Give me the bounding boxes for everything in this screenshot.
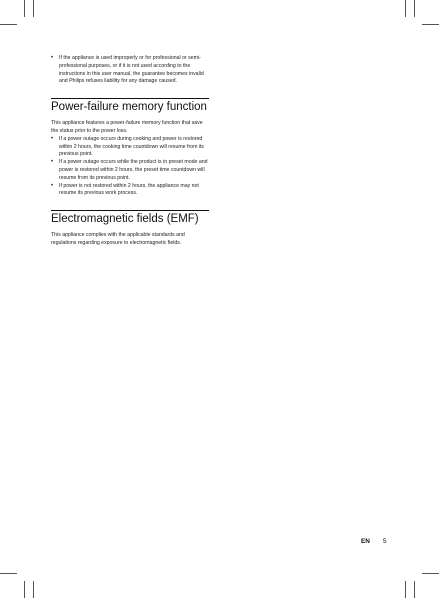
crop-mark-top-right-h	[422, 24, 439, 25]
section-title: Electromagnetic fields (EMF)	[51, 213, 199, 226]
crop-mark-bottom-left-v1	[24, 581, 25, 598]
main-content	[51, 55, 209, 248]
power-failure-section	[51, 98, 209, 198]
emf-section	[51, 210, 209, 248]
crop-mark-bottom-left-v2	[33, 581, 34, 598]
crop-mark-bottom-right-v1	[405, 581, 406, 598]
crop-mark-bottom-left-h	[0, 573, 17, 574]
crop-mark-top-left-v2	[33, 0, 34, 17]
intro-bullet-list	[51, 55, 209, 86]
list-item: • If the appliance is used improperly or for professional or semi-professional purposes, or if it is not used according to the instructions in this user manual, the guarantee becomes invalid and Philips refuses liability for any damage caused.	[51, 55, 209, 86]
section-title: Power-failure memory function	[51, 101, 207, 114]
power-failure-bullet-list	[51, 136, 209, 198]
crop-mark-top-left-h	[0, 24, 17, 25]
list-item: • If a power outage occurs while the product is in preset mode and power is restored within 2 hours, the preset time countdown will resume from its previous point.	[51, 159, 209, 182]
crop-mark-top-left-v1	[24, 0, 25, 17]
section-divider	[51, 98, 209, 99]
language-code: EN	[361, 538, 370, 545]
section-divider	[51, 210, 209, 211]
crop-mark-bottom-right-v2	[414, 581, 415, 598]
section-intro: This appliance features a power-failure memory function that save the status prior to the power loss.	[51, 120, 203, 134]
list-item: • If power is not restored within 2 hours, the appliance may not resume its previous work process.	[51, 183, 209, 199]
page-number: 5	[383, 538, 387, 545]
list-item: • If a power outage occurs during cooking and power is restored within 2 hours, the cooking time countdown will resume from its previous point.	[51, 136, 209, 159]
crop-mark-top-right-v2	[414, 0, 415, 17]
section-body: This appliance complies with the applicable standards and regulations regarding exposure to electromagnetic fields.	[51, 232, 185, 246]
crop-mark-top-right-v1	[405, 0, 406, 17]
crop-mark-bottom-right-h	[422, 573, 439, 574]
